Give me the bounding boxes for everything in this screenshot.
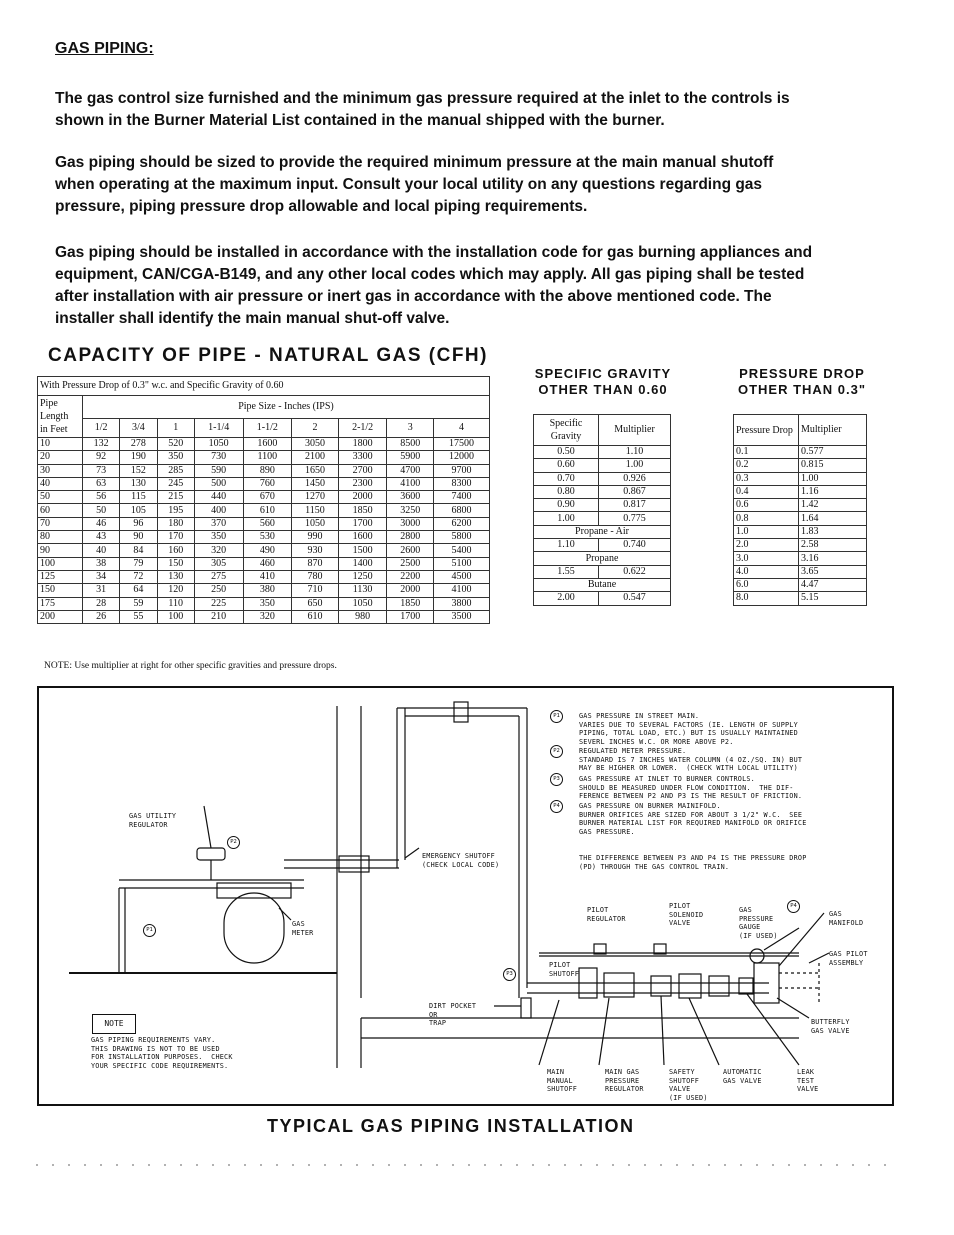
table-cell: 195	[157, 504, 194, 517]
table-cell: 90	[120, 531, 157, 544]
table-cell: 90	[38, 544, 83, 557]
size-header-cell: 3/4	[120, 419, 157, 438]
gas-manifold-label: GAS MANIFOLD	[829, 910, 864, 927]
table-cell: 5800	[434, 531, 490, 544]
paragraph-line: The gas control size furnished and the minimum gas pressure required at the inlet to the controls is	[55, 90, 790, 107]
paragraph-line: installer shall identify the main manual shut-off valve.	[55, 310, 450, 327]
emergency-shutoff-label: EMERGENCY SHUTOFF (CHECK LOCAL CODE)	[422, 852, 500, 869]
table-cell: 1850	[338, 504, 387, 517]
table-cell: 780	[292, 570, 339, 583]
table-cell: 0.817	[599, 499, 671, 512]
gravity-header-mult: Multiplier	[599, 415, 671, 446]
table-cell: 1100	[243, 451, 292, 464]
table-cell: 0.4	[734, 485, 799, 498]
table-cell: 2000	[338, 491, 387, 504]
table-cell: 28	[83, 597, 120, 610]
header-line: in Feet	[40, 424, 68, 435]
table-cell: 410	[243, 570, 292, 583]
p2-description: REGULATED METER PRESSURE. STANDARD IS 7 INCHES WATER COLUMN (4 OZ./SQ. IN) BUT MAY BE HIGHER OR LOWER. (CHECK WITH LOCAL UTILITY)	[579, 747, 803, 773]
table-cell: 530	[243, 531, 292, 544]
table-cell: 92	[83, 451, 120, 464]
table-cell: 1.00	[599, 459, 671, 472]
table-cell: 2200	[387, 570, 434, 583]
table-row	[734, 499, 867, 512]
title-line: OTHER THAN 0.3"	[737, 382, 867, 397]
table-cell: 8500	[387, 438, 434, 451]
table-cell: 1050	[194, 438, 243, 451]
table-cell: 1600	[243, 438, 292, 451]
table-cell: 120	[157, 584, 194, 597]
table-cell: 6.0	[734, 578, 799, 591]
table-cell: 250	[194, 584, 243, 597]
table-cell: 870	[292, 557, 339, 570]
main-gas-regulator-label: MAIN GAS PRESSURE REGULATOR	[605, 1068, 644, 1094]
table-cell: 3600	[387, 491, 434, 504]
table-cell: 350	[157, 451, 194, 464]
table-cell: 460	[243, 557, 292, 570]
table-cell: 5.15	[799, 592, 867, 605]
table-cell: 70	[38, 517, 83, 530]
table-cell: 3000	[387, 517, 434, 530]
table-cell: 990	[292, 531, 339, 544]
propane-air-label: Propane - Air	[534, 525, 671, 538]
table-cell: 100	[38, 557, 83, 570]
table-row	[534, 512, 671, 525]
table-cell: 1.42	[799, 499, 867, 512]
table-cell: 225	[194, 597, 243, 610]
table-row	[734, 485, 867, 498]
pipe-length-header	[38, 396, 83, 438]
table-cell: 0.90	[534, 499, 599, 512]
gravity-table	[533, 414, 671, 606]
table-cell: 34	[83, 570, 120, 583]
table-cell: 440	[194, 491, 243, 504]
size-header-cell: 3	[387, 419, 434, 438]
table-cell: 9700	[434, 464, 490, 477]
table-cell: 3300	[338, 451, 387, 464]
table-cell: 130	[157, 570, 194, 583]
gas-meter-label: GAS METER	[292, 920, 314, 937]
capacity-table	[37, 376, 490, 624]
table-row	[734, 525, 867, 538]
gravity-rows	[534, 446, 671, 526]
table-cell: 1600	[338, 531, 387, 544]
table-cell: 200	[38, 610, 83, 623]
note-text: GAS PIPING REQUIREMENTS VARY. THIS DRAWING IS NOT TO BE USED FOR INSTALLATION PURPOSES. CHECK YOUR SPECIFIC CODE REQUIREMENTS.	[91, 1036, 233, 1070]
pilot-shutoff-label: PILOT SHUTOFF	[549, 961, 580, 978]
table-cell: 3.16	[799, 552, 867, 565]
table-cell: 2700	[338, 464, 387, 477]
table-cell: 60	[38, 504, 83, 517]
table-row	[534, 459, 671, 472]
table-cell: 760	[243, 477, 292, 490]
header-line: Pipe	[40, 398, 58, 409]
table-cell: 400	[194, 504, 243, 517]
table-cell: 2500	[387, 557, 434, 570]
paragraph-line: shown in the Burner Material List contained in the manual shipped with the burner.	[55, 112, 665, 129]
paragraph-line: after installation with air pressure or inert gas in accordance with the above mentioned code. The	[55, 288, 772, 305]
table-cell: 3050	[292, 438, 339, 451]
table-cell: 6200	[434, 517, 490, 530]
table-cell: 115	[120, 491, 157, 504]
table-row	[38, 597, 490, 610]
table-row	[38, 584, 490, 597]
table-cell: 31	[83, 584, 120, 597]
table-cell: 1400	[338, 557, 387, 570]
table-cell: 0.815	[799, 459, 867, 472]
table-cell: 3.0	[734, 552, 799, 565]
table-cell: 4100	[387, 477, 434, 490]
table-cell: 930	[292, 544, 339, 557]
table-row	[734, 446, 867, 459]
table-row	[734, 459, 867, 472]
table-cell: 2600	[387, 544, 434, 557]
size-header-cell: 1/2	[83, 419, 120, 438]
pressure-header-drop: Pressure Drop	[734, 415, 799, 446]
table-cell: 26	[83, 610, 120, 623]
table-cell: 650	[292, 597, 339, 610]
table-cell: 380	[243, 584, 292, 597]
table-cell: 1270	[292, 491, 339, 504]
table-row	[534, 472, 671, 485]
table-cell: 1.00	[534, 512, 599, 525]
p1-pipe-marker: P1	[143, 924, 156, 937]
table-cell: 500	[194, 477, 243, 490]
gas-piping-diagram	[37, 686, 894, 1106]
table-cell: 1800	[338, 438, 387, 451]
table-row	[38, 557, 490, 570]
gravity-cell: 0.740	[599, 539, 671, 552]
table-cell: 110	[157, 597, 194, 610]
table-cell: 350	[194, 531, 243, 544]
table-cell: 190	[120, 451, 157, 464]
table-cell: 79	[120, 557, 157, 570]
table-row	[38, 451, 490, 464]
table-cell: 180	[157, 517, 194, 530]
table-cell: 370	[194, 517, 243, 530]
pilot-solenoid-label: PILOT SOLENOID VALVE	[669, 902, 704, 928]
table-cell: 610	[292, 610, 339, 623]
table-cell: 105	[120, 504, 157, 517]
table-cell: 3500	[434, 610, 490, 623]
gravity-title	[528, 366, 678, 398]
p2-marker: P2	[550, 745, 563, 758]
table-cell: 215	[157, 491, 194, 504]
gravity-cell: 0.622	[599, 565, 671, 578]
gravity-header-sg: Specific Gravity	[534, 415, 599, 446]
table-cell: 0.80	[534, 485, 599, 498]
table-cell: 0.577	[799, 446, 867, 459]
capacity-rows	[38, 438, 490, 624]
table-cell: 12000	[434, 451, 490, 464]
table-cell: 59	[120, 597, 157, 610]
table-cell: 1.00	[799, 472, 867, 485]
table-row	[38, 544, 490, 557]
table-row	[38, 570, 490, 583]
table-cell: 1700	[387, 610, 434, 623]
table-cell: 0.775	[599, 512, 671, 525]
table-cell: 210	[194, 610, 243, 623]
table-cell: 150	[157, 557, 194, 570]
gas-pilot-assembly-label: GAS PILOT ASSEMBLY	[829, 950, 868, 967]
header-line: Length	[40, 411, 69, 422]
paragraph-3	[55, 242, 915, 330]
pressure-rows	[734, 446, 867, 606]
table-row	[534, 499, 671, 512]
table-cell: 0.2	[734, 459, 799, 472]
table-cell: 56	[83, 491, 120, 504]
table-cell: 0.1	[734, 446, 799, 459]
table-cell: 132	[83, 438, 120, 451]
table-cell: 8.0	[734, 592, 799, 605]
table-cell: 170	[157, 531, 194, 544]
table-cell: 17500	[434, 438, 490, 451]
paragraph-line: equipment, CAN/CGA-B149, and any other local codes which may apply. All gas piping shall be tested	[55, 266, 805, 283]
table-cell: 4100	[434, 584, 490, 597]
table-cell: 40	[38, 477, 83, 490]
automatic-valve-label: AUTOMATIC GAS VALVE	[723, 1068, 762, 1085]
table-cell: 152	[120, 464, 157, 477]
table-cell: 2.0	[734, 539, 799, 552]
section-heading: GAS PIPING:	[55, 40, 154, 57]
table-cell: 160	[157, 544, 194, 557]
table-cell: 0.926	[599, 472, 671, 485]
size-header-cell: 4	[434, 419, 490, 438]
pilot-regulator-label: PILOT REGULATOR	[587, 906, 626, 923]
table-cell: 3800	[434, 597, 490, 610]
table-cell: 590	[194, 464, 243, 477]
table-cell: 278	[120, 438, 157, 451]
table-cell: 5100	[434, 557, 490, 570]
table-row	[38, 491, 490, 504]
paragraph-line: Gas piping should be installed in accordance with the installation code for gas burning appliances and	[55, 244, 813, 261]
table-cell: 4.47	[799, 578, 867, 591]
table-cell: 40	[83, 544, 120, 557]
capacity-caption: With Pressure Drop of 0.3" w.c. and Specific Gravity of 0.60	[38, 377, 490, 396]
table-cell: 5900	[387, 451, 434, 464]
table-cell: 7400	[434, 491, 490, 504]
table-cell: 245	[157, 477, 194, 490]
table-cell: 320	[194, 544, 243, 557]
capacity-note: NOTE: Use multiplier at right for other specific gravities and pressure drops.	[44, 661, 337, 671]
table-cell: 1450	[292, 477, 339, 490]
table-row	[534, 485, 671, 498]
table-cell: 890	[243, 464, 292, 477]
table-cell: 8300	[434, 477, 490, 490]
table-cell: 0.60	[534, 459, 599, 472]
table-cell: 0.50	[534, 446, 599, 459]
table-row	[534, 446, 671, 459]
table-cell: 55	[120, 610, 157, 623]
table-cell: 1850	[387, 597, 434, 610]
dirt-pocket-label: DIRT POCKET OR TRAP	[429, 1002, 477, 1028]
diagram-title: TYPICAL GAS PIPING INSTALLATION	[267, 1116, 635, 1136]
table-cell: 3250	[387, 504, 434, 517]
p4-marker: P4	[550, 800, 563, 813]
table-cell: 125	[38, 570, 83, 583]
table-cell: 150	[38, 584, 83, 597]
leak-test-valve-label: LEAK TEST VALVE	[797, 1068, 819, 1094]
paragraph-line: when operating at the maximum input. Consult your local utility on any questions regarding gas	[55, 176, 763, 193]
p3-description: GAS PRESSURE AT INLET TO BURNER CONTROLS. SHOULD BE MEASURED UNDER FLOW CONDITION. THE DIF- FERENCE BETWEEN P2 AND P3 IS THE RESULT OF FRICTION.	[579, 775, 803, 801]
gravity-cell: 1.55	[534, 565, 599, 578]
table-cell: 710	[292, 584, 339, 597]
table-cell: 5400	[434, 544, 490, 557]
table-cell: 96	[120, 517, 157, 530]
table-cell: 305	[194, 557, 243, 570]
size-header-cell: 1	[157, 419, 194, 438]
table-cell: 2000	[387, 584, 434, 597]
table-cell: 1250	[338, 570, 387, 583]
table-cell: 10	[38, 438, 83, 451]
table-cell: 0.70	[534, 472, 599, 485]
table-row	[38, 610, 490, 623]
table-cell: 100	[157, 610, 194, 623]
table-row	[734, 552, 867, 565]
safety-shutoff-label: SAFETY SHUTOFF VALVE (IF USED)	[669, 1068, 708, 1102]
gravity-cell: 0.547	[599, 592, 671, 605]
size-header-cell: 2-1/2	[338, 419, 387, 438]
table-cell: 610	[243, 504, 292, 517]
table-cell: 980	[338, 610, 387, 623]
table-cell: 72	[120, 570, 157, 583]
table-cell: 0.6	[734, 499, 799, 512]
table-cell: 4.0	[734, 565, 799, 578]
table-cell: 730	[194, 451, 243, 464]
p4-pipe-marker: P4	[787, 900, 800, 913]
table-cell: 2800	[387, 531, 434, 544]
title-line: OTHER THAN 0.60	[538, 382, 668, 397]
size-header-row	[38, 419, 490, 438]
table-cell: 3.65	[799, 565, 867, 578]
size-header-cell: 1-1/2	[243, 419, 292, 438]
table-cell: 6800	[434, 504, 490, 517]
gravity-cell: 2.00	[534, 592, 599, 605]
table-cell: 4700	[387, 464, 434, 477]
pressure-header-mult: Multiplier	[799, 415, 867, 446]
title-line: SPECIFIC GRAVITY	[534, 366, 672, 381]
table-cell: 1130	[338, 584, 387, 597]
paragraph-line: pressure, piping pressure drop allowable and local piping requirements.	[55, 198, 588, 215]
table-cell: 1050	[338, 597, 387, 610]
table-cell: 4500	[434, 570, 490, 583]
table-cell: 1.83	[799, 525, 867, 538]
table-cell: 560	[243, 517, 292, 530]
p3-marker: P3	[550, 773, 563, 786]
butterfly-valve-label: BUTTERFLY GAS VALVE	[811, 1018, 850, 1035]
table-cell: 1.0	[734, 525, 799, 538]
p2-pipe-marker: P2	[227, 836, 240, 849]
table-cell: 50	[38, 491, 83, 504]
table-cell: 275	[194, 570, 243, 583]
pressure-table	[733, 414, 867, 606]
p1-marker: P1	[550, 710, 563, 723]
table-row	[38, 438, 490, 451]
title-line: PRESSURE DROP	[739, 366, 865, 381]
table-row	[38, 504, 490, 517]
table-row	[734, 472, 867, 485]
gravity-cell: 1.10	[534, 539, 599, 552]
table-cell: 20	[38, 451, 83, 464]
pressure-title	[722, 366, 882, 398]
footer-rule	[36, 1162, 896, 1168]
butane-label: Butane	[534, 578, 671, 591]
table-cell: 1.64	[799, 512, 867, 525]
p1-description: GAS PRESSURE IN STREET MAIN. VARIES DUE TO SEVERAL FACTORS (IE. LENGTH OF SUPPLY PIPING, TOTAL LOAD, ETC.) BUT IS USUALLY MAINTAINED SEVERL INCHES W.C. OR MORE ABOVE P2.	[579, 712, 798, 746]
table-cell: 130	[120, 477, 157, 490]
table-cell: 1.16	[799, 485, 867, 498]
pipe-size-header: Pipe Size - Inches (IPS)	[83, 396, 490, 419]
table-row	[734, 578, 867, 591]
table-cell: 1.10	[599, 446, 671, 459]
table-cell: 2.58	[799, 539, 867, 552]
paragraph-2	[55, 152, 915, 218]
table-row	[734, 592, 867, 605]
table-row	[38, 464, 490, 477]
paragraph-1	[55, 88, 915, 132]
table-cell: 64	[120, 584, 157, 597]
table-row	[734, 565, 867, 578]
table-cell: 38	[83, 557, 120, 570]
table-row	[734, 539, 867, 552]
table-cell: 1050	[292, 517, 339, 530]
table-cell: 1150	[292, 504, 339, 517]
table-cell: 0.8	[734, 512, 799, 525]
gas-pressure-gauge-label: GAS PRESSURE GAUGE (IF USED)	[739, 906, 778, 940]
size-header-cell: 1-1/4	[194, 419, 243, 438]
table-cell: 520	[157, 438, 194, 451]
p4-description: GAS PRESSURE ON BURNER MAINIFOLD. BURNER ORIFICES ARE SIZED FOR ABOUT 3 1/2" W.C. SEE BURNER MATERIAL LIST FOR REQUIRED MANIFOLD OR ORIFICE GAS PRESSURE.	[579, 802, 807, 836]
pressure-difference-note: THE DIFFERENCE BETWEEN P3 AND P4 IS THE PRESSURE DROP (PD) THROUGH THE GAS CONTROL TRAIN.	[579, 854, 807, 871]
table-cell: 63	[83, 477, 120, 490]
table-cell: 1700	[338, 517, 387, 530]
table-cell: 1650	[292, 464, 339, 477]
p3-pipe-marker: P3	[503, 968, 516, 981]
table-cell: 350	[243, 597, 292, 610]
table-cell: 73	[83, 464, 120, 477]
gas-utility-regulator-label: GAS UTILITY REGULATOR	[129, 812, 177, 829]
table-cell: 46	[83, 517, 120, 530]
table-cell: 84	[120, 544, 157, 557]
table-cell: 50	[83, 504, 120, 517]
table-cell: 320	[243, 610, 292, 623]
table-cell: 0.3	[734, 472, 799, 485]
size-header-cell: 2	[292, 419, 339, 438]
table-cell: 43	[83, 531, 120, 544]
paragraph-line: Gas piping should be sized to provide the required minimum pressure at the main manual shutoff	[55, 154, 774, 171]
table-cell: 490	[243, 544, 292, 557]
table-cell: 2100	[292, 451, 339, 464]
table-cell: 30	[38, 464, 83, 477]
table-row	[734, 512, 867, 525]
table-row	[38, 477, 490, 490]
propane-label: Propane	[534, 552, 671, 565]
capacity-table-title: CAPACITY OF PIPE - NATURAL GAS (CFH)	[48, 345, 488, 366]
table-cell: 285	[157, 464, 194, 477]
main-manual-shutoff-label: MAIN MANUAL SHUTOFF	[547, 1068, 578, 1094]
note-label-box: NOTE	[92, 1014, 136, 1034]
table-row	[38, 517, 490, 530]
table-cell: 670	[243, 491, 292, 504]
table-cell: 1500	[338, 544, 387, 557]
table-cell: 2300	[338, 477, 387, 490]
table-cell: 80	[38, 531, 83, 544]
table-cell: 0.867	[599, 485, 671, 498]
table-cell: 175	[38, 597, 83, 610]
table-row	[38, 531, 490, 544]
